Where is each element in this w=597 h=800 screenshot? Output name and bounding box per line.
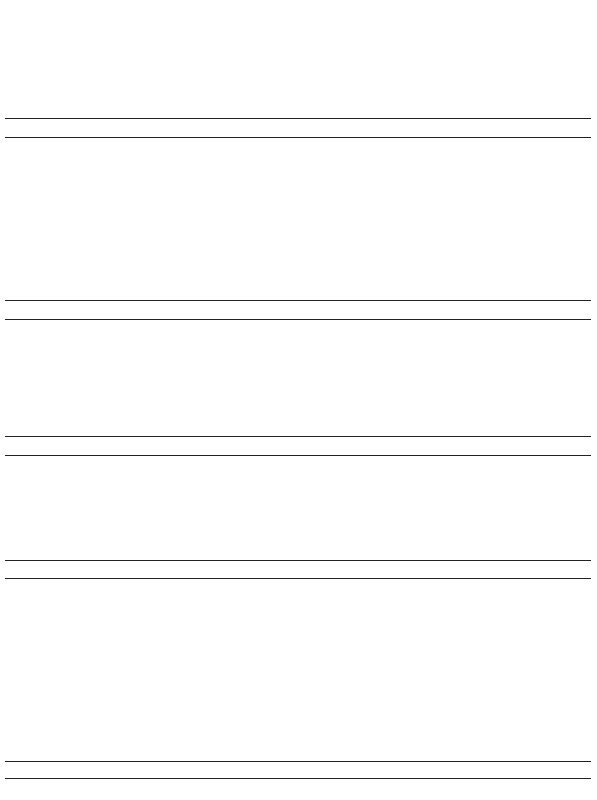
divider <box>5 578 591 579</box>
watermark-logo <box>20 100 597 800</box>
divider <box>5 300 591 301</box>
divider <box>5 137 591 138</box>
divider <box>5 761 591 762</box>
divider <box>5 778 591 779</box>
divider <box>5 319 591 320</box>
divider <box>5 455 591 456</box>
divider <box>5 560 591 561</box>
divider <box>5 436 591 437</box>
divider <box>5 118 591 119</box>
